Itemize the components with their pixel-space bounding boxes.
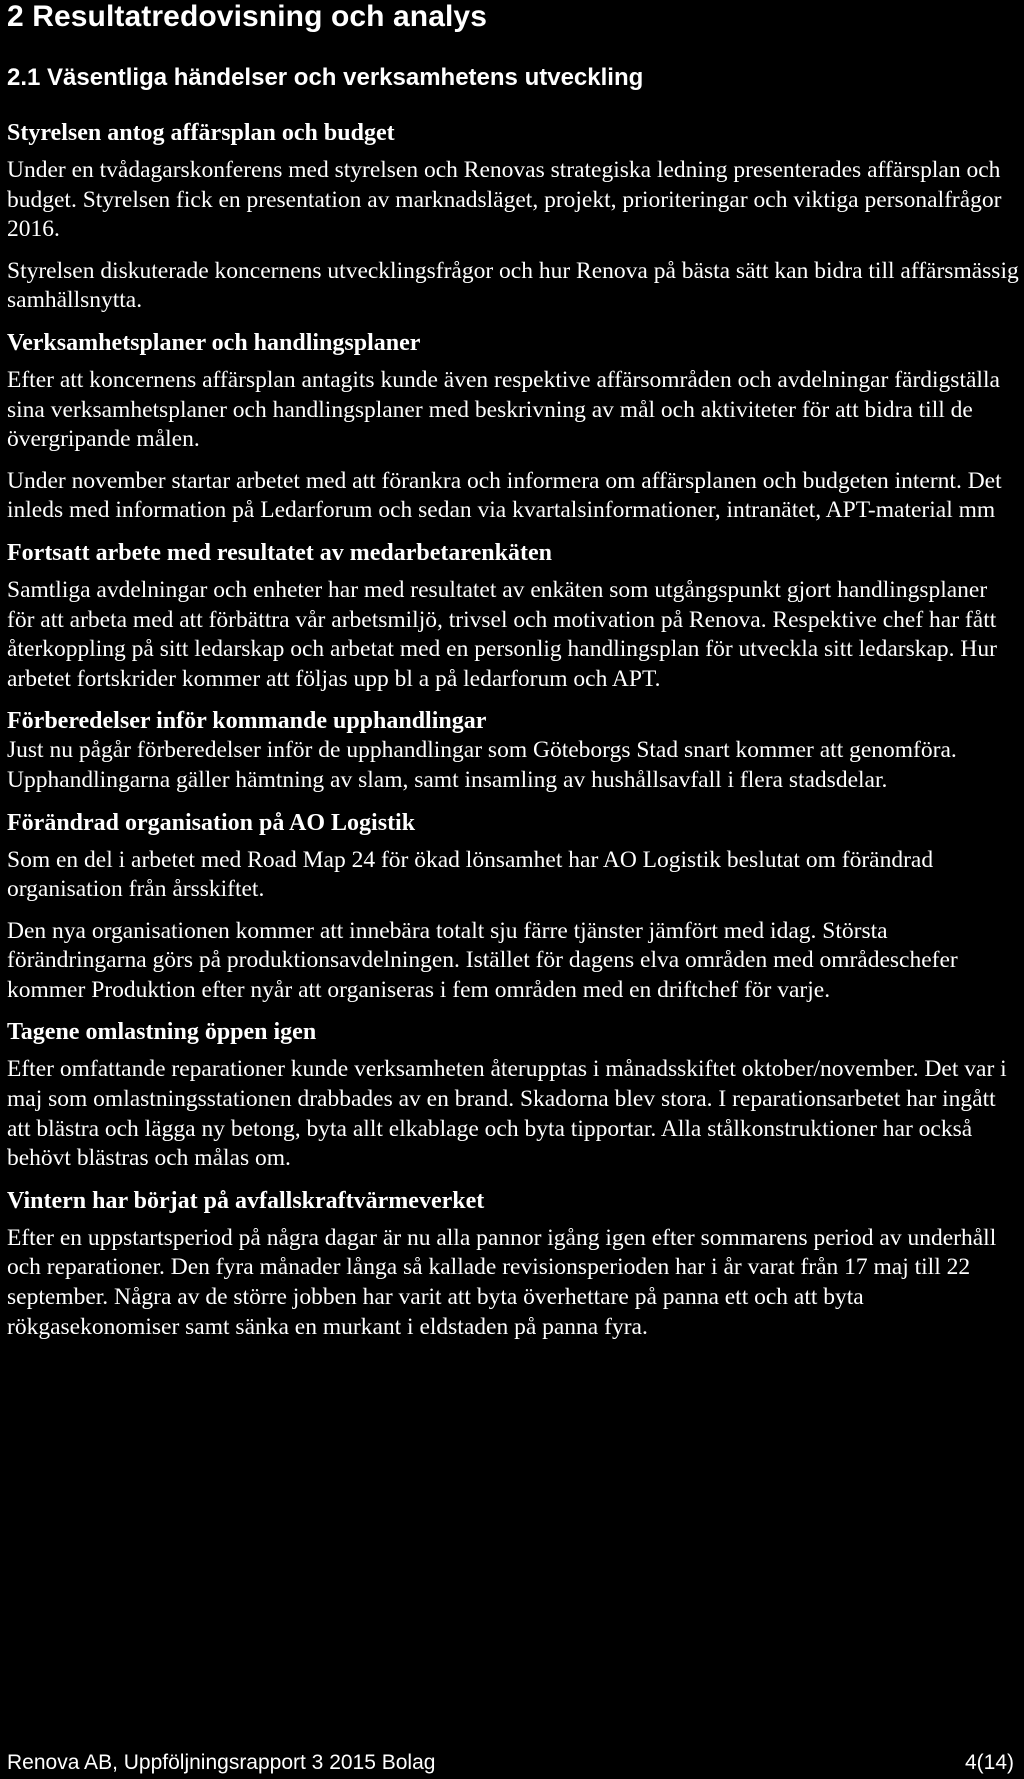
subsection-heading: Fortsatt arbete med resultatet av medarbetarenkäten (7, 539, 552, 566)
subsection-heading: Vintern har börjat på avfallskraftvärmeverket (7, 1187, 485, 1214)
page-number: 4(14) (964, 1751, 1014, 1774)
subsection-heading: Verksamhetsplaner och handlingsplaner (7, 329, 421, 356)
paragraph: Styrelsen diskuterade koncernens utvecklingsfrågor och hur Renova på bästa sätt kan bidra till affärsmässig samhällsnytta. (7, 257, 1019, 314)
paragraph: Under en tvådagarskonferens med styrelsen och Renovas strategiska ledning presenterades affärsplan och budget. Styrelsen fick en presentation av marknadsläget, projekt, prioriteringar och viktiga personalfrågor 2016. (7, 157, 1002, 243)
subsection (7, 328, 1019, 526)
subsection (7, 118, 1019, 316)
subsection-heading: Styrelsen antog affärsplan och budget (7, 120, 395, 146)
footer-report-title: Renova AB, Uppföljningsrapport 3 2015 Bolag (7, 1751, 436, 1774)
paragraph: Efter omfattande reparationer kunde verksamheten återupptas i månadsskiftet oktober/november. Det var i maj som omlastningsstationen drabbades av en brand. Skadorna blev stora. I reparationsarbetet har ingått att blästra och lägga ny betong, byta allt elkablage och byta tipportar. Alla stålkonstruktioner har också behövt blästras och målas om. (7, 1056, 1007, 1172)
paragraph: Just nu pågår förberedelser inför de upphandlingar som Göteborgs Stad snart kommer att genomföra. Upphandlingarna gäller hämtning av slam, samt insamling av hushållsavfall i flera stadsdelar. (7, 737, 957, 793)
subsection (7, 1017, 1019, 1173)
subsection (7, 706, 1019, 795)
subsection-heading: Tagene omlastning öppen igen (7, 1019, 317, 1046)
paragraph: Efter en uppstartsperiod på några dagar är nu alla pannor igång igen efter sommarens period av underhåll och reparationer. Den fyra månader långa så kallade revisionsperioden har i år varat från 17 maj till 22 september. Några av de större jobben har varit att byta överhettare på panna ett och att byta rökgasekonomiser samt sänka en murkant i eldstaden på panna fyra. (7, 1224, 997, 1340)
subsection-heading: Förändrad organisation på AO Logistik (7, 809, 416, 836)
subsection (7, 538, 1019, 694)
section-content (7, 118, 1019, 1354)
paragraph: Som en del i arbetet med Road Map 24 för ökad lönsamhet har AO Logistik beslutat om förändrad organisation från årsskiftet. (7, 846, 934, 903)
subsection (7, 808, 1019, 1006)
chapter-title: 2 Resultatredovisning och analys (7, 0, 488, 33)
section-title: 2.1 Väsentliga händelser och verksamhetens utveckling (7, 64, 644, 91)
page-footer (7, 1750, 1014, 1776)
subsection (7, 1186, 1019, 1342)
subsection-heading: Förberedelser inför kommande upphandlingar (7, 708, 487, 735)
paragraph: Under november startar arbetet med att förankra och informera om affärsplanen och budgeten internt. Det inleds med information på Ledarforum och sedan via kvartalsinformationer, intranätet, APT-material mm (7, 467, 1002, 524)
paragraph: Samtliga avdelningar och enheter har med resultatet av enkäten som utgångspunkt gjort handlingsplaner för att arbeta med att förbättra vår arbetsmiljö, trivsel och motivation på Renova. Respektive chef har fått återkoppling på sitt ledarskap och arbetat med en personlig handlingsplan för utveckla sitt ledarskap. Hur arbetet fortskrider kommer att följas upp bl a på ledarforum och APT. (7, 576, 997, 692)
paragraph: Den nya organisationen kommer att innebära totalt sju färre tjänster jämfört med idag. Största förändringarna görs på produktionsavdelningen. Istället för dagens elva områden med områdeschefer kommer Produktion efter nyår att organiseras i fem områden med en driftchef för varje. (7, 917, 958, 1003)
paragraph: Efter att koncernens affärsplan antagits kunde även respektive affärsområden och avdelningar färdigställa sina verksamhetsplaner och handlingsplaner med beskrivning av mål och aktiviteter för att bidra till de övergripande målen. (7, 366, 1000, 453)
